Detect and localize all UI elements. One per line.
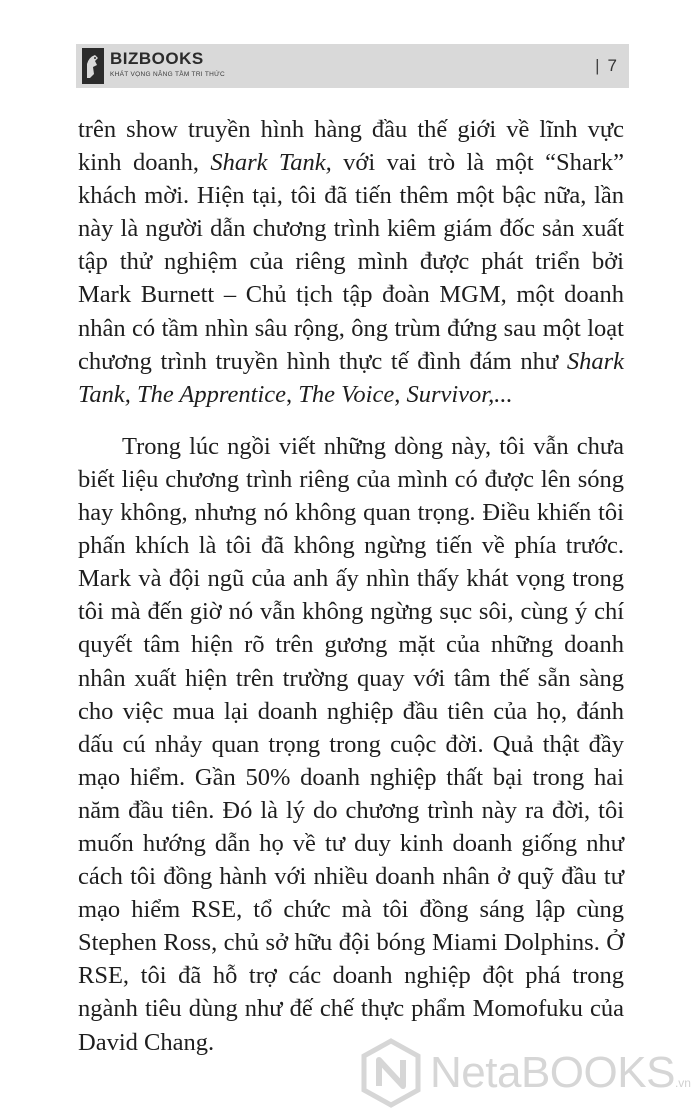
bizbooks-logo: [82, 48, 226, 84]
page-header: [76, 44, 629, 88]
page-number: [595, 56, 617, 76]
paragraph-2: Trong lúc ngồi viết những dòng này, tôi vẫn chưa biết liệu chương trình riêng của mình có được lên sóng hay không, nhưng nó không quan trọng. Điều khiến tôi phấn khích là tôi đã không ngừng tiến về phía trước. Mark và đội ngũ của anh ấy nhìn thấy khát vọng trong tôi mà đến giờ nó vẫn không ngừng sục sôi, cùng ý chí quyết tâm hiện rõ trên gương mặt của những doanh nhân xuất hiện trên trường quay với tâm thế sẵn sàng cho việc mua lại doanh nghiệp đầu tiên của họ, đánh dấu cú nhảy quan trọng trong cuộc đời. Quả thật đầy mạo hiểm. Gần 50% doanh nghiệp thất bại trong hai năm đầu tiên. Đó là lý do chương trình này ra đời, tôi muốn hướng dẫn họ về tư duy kinh doanh giống như cách tôi đồng hành với nhiều doanh nhân ở quỹ đầu tư mạo hiểm RSE, tổ chức mà tôi đồng sáng lập cùng Stephen Ross, chủ sở hữu đội bóng Miami Dolphins. Ở RSE, tôi đã hỗ trợ các doanh nghiệp đột phá trong ngành tiêu dùng như đế chế thực phẩm Momofuku của David Chang.: [78, 432, 624, 1056]
page-separator: |: [595, 56, 600, 75]
netabooks-logo-icon: [360, 1038, 422, 1108]
italic-title-run: The Voice: [298, 380, 395, 408]
paragraph-1: [78, 113, 624, 411]
watermark-suffix: .vn: [674, 1076, 691, 1090]
bizbooks-logo-icon: [82, 48, 104, 84]
text-run: với vai trò là một “Shark” khách mời. Hiện tại, tôi đã tiến thêm một bậc nữa, lần này là người dẫn chương trình kiêm giám đốc sản xuất tập thử nghiệm của riêng mình được phát triển bởi Mark Burnett – Chủ tịch tập đoàn MGM, một doanh nhân có tầm nhìn sâu rộng, ông trùm đứng sau một loạt chương trình truyền hình thực tế đình đám như: [78, 149, 624, 375]
watermark-brand: NetaBOOKS: [430, 1048, 675, 1097]
page-number-value: 7: [607, 56, 617, 75]
netabooks-watermark: [360, 1038, 690, 1108]
italic-title-run: Shark Tank,: [210, 149, 332, 177]
brand-name: BIZBOOKS: [110, 49, 204, 68]
text-run: trên show truyền hình hàng đầu thế giới về lĩnh vực kinh doanh,: [78, 116, 624, 177]
text-run: ,: [394, 380, 407, 408]
italic-title-run: Shark Tank, The Apprentice: [78, 347, 624, 408]
text-run: ,: [286, 380, 299, 408]
watermark-text: [430, 1048, 691, 1098]
brand-tagline: KHÁT VỌNG NÂNG TẦM TRI THỨC: [110, 71, 226, 78]
body-text: [78, 113, 624, 1059]
italic-title-run: Survivor,...: [406, 380, 513, 408]
